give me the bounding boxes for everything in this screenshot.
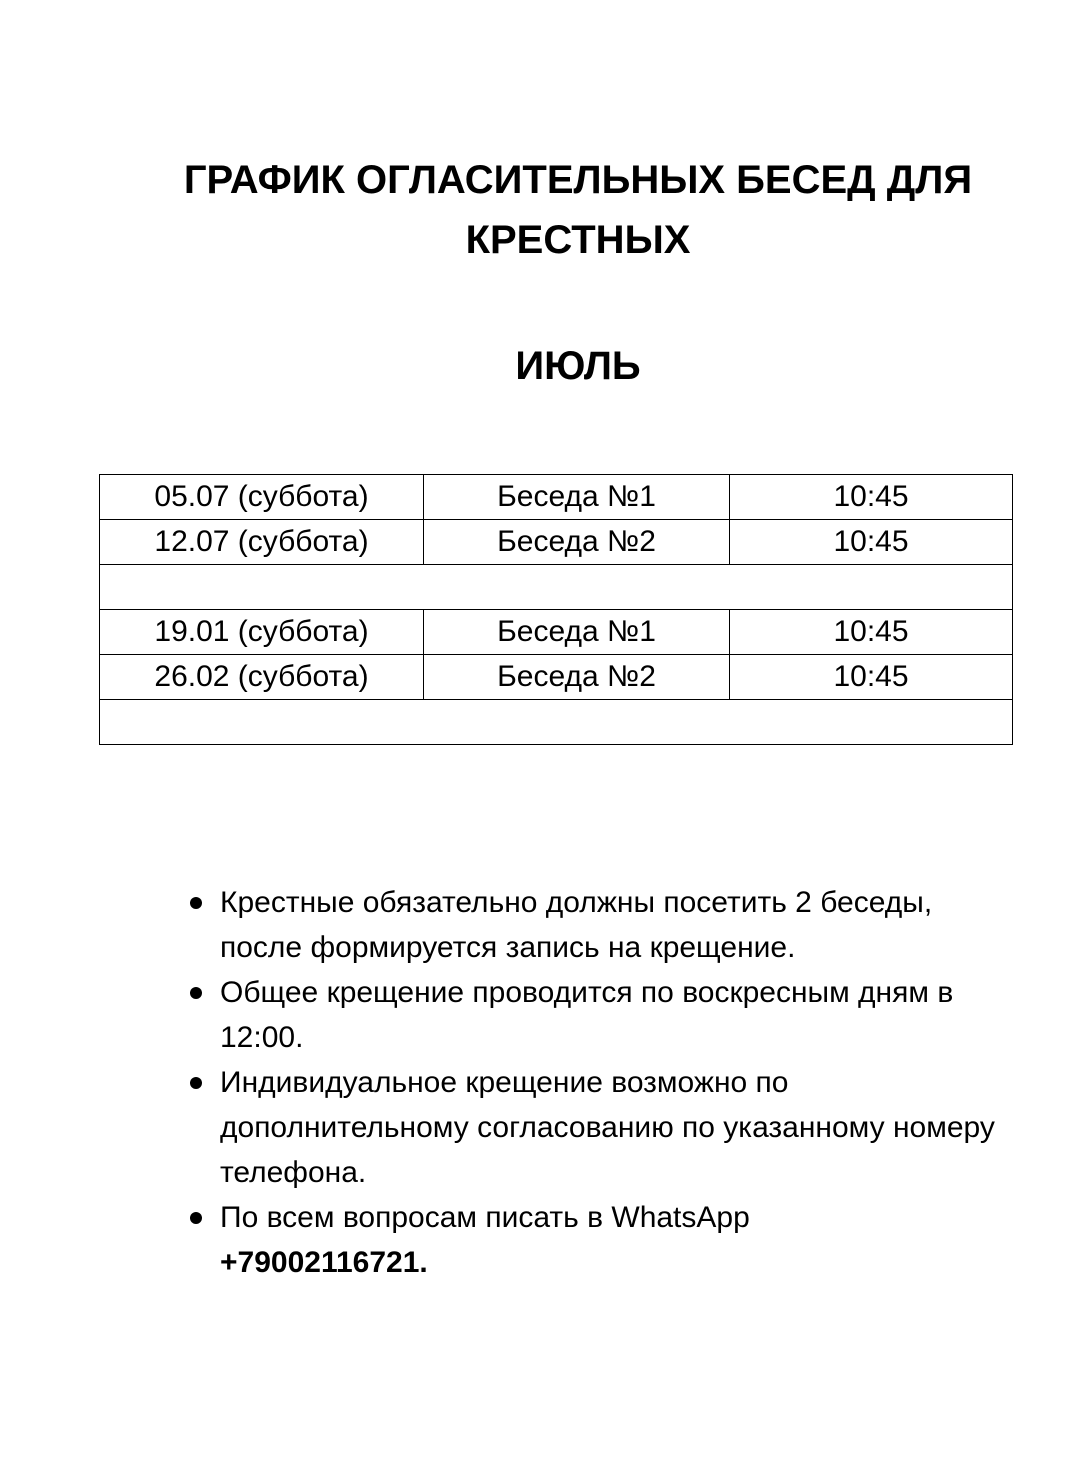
list-item [186, 1060, 1016, 1195]
note-text: По всем вопросам писать в WhatsApp [220, 1201, 750, 1234]
list-item [186, 880, 1016, 970]
document-title: ГРАФИК ОГЛАСИТЕЛЬНЫХ БЕСЕД ДЛЯ КРЕСТНЫХ [183, 158, 973, 262]
row-date: 19.01 (суббота) [100, 610, 424, 655]
row-talk: Беседа №1 [424, 610, 730, 655]
row-time: 10:45 [730, 655, 1013, 700]
schedule-table [99, 474, 1013, 745]
row-time: 10:45 [730, 520, 1013, 565]
row-date: 12.07 (суббота) [100, 520, 424, 565]
bullet-icon [190, 1077, 202, 1089]
bullet-icon [190, 987, 202, 999]
notes-list [186, 880, 1016, 1285]
list-item [186, 970, 1016, 1060]
note-text: Крестные обязательно должны посетить 2 беседы, после формируется запись на крещение. [220, 886, 933, 964]
row-time: 10:45 [730, 475, 1013, 520]
row-talk: Беседа №1 [424, 475, 730, 520]
blank-cell [100, 565, 1013, 610]
blank-cell [100, 700, 1013, 745]
row-time: 10:45 [730, 610, 1013, 655]
month-heading: ИЮЛЬ [515, 344, 641, 388]
row-date: 26.02 (суббота) [100, 655, 424, 700]
table-row [100, 520, 1013, 565]
table-row-blank [100, 565, 1013, 610]
bullet-icon [190, 897, 202, 909]
note-text: Общее крещение проводится по воскресным дням в 12:00. [220, 976, 954, 1054]
table-row [100, 475, 1013, 520]
row-talk: Беседа №2 [424, 655, 730, 700]
bullet-icon [190, 1212, 202, 1224]
row-talk: Беседа №2 [424, 520, 730, 565]
row-date: 05.07 (суббота) [100, 475, 424, 520]
table-row [100, 655, 1013, 700]
table-row-blank [100, 700, 1013, 745]
note-text: Индивидуальное крещение возможно по дополнительному согласованию по указанному номеру телефона. [220, 1066, 995, 1189]
list-item [186, 1195, 1016, 1285]
table-row [100, 610, 1013, 655]
phone-number: +79002116721. [220, 1246, 428, 1279]
